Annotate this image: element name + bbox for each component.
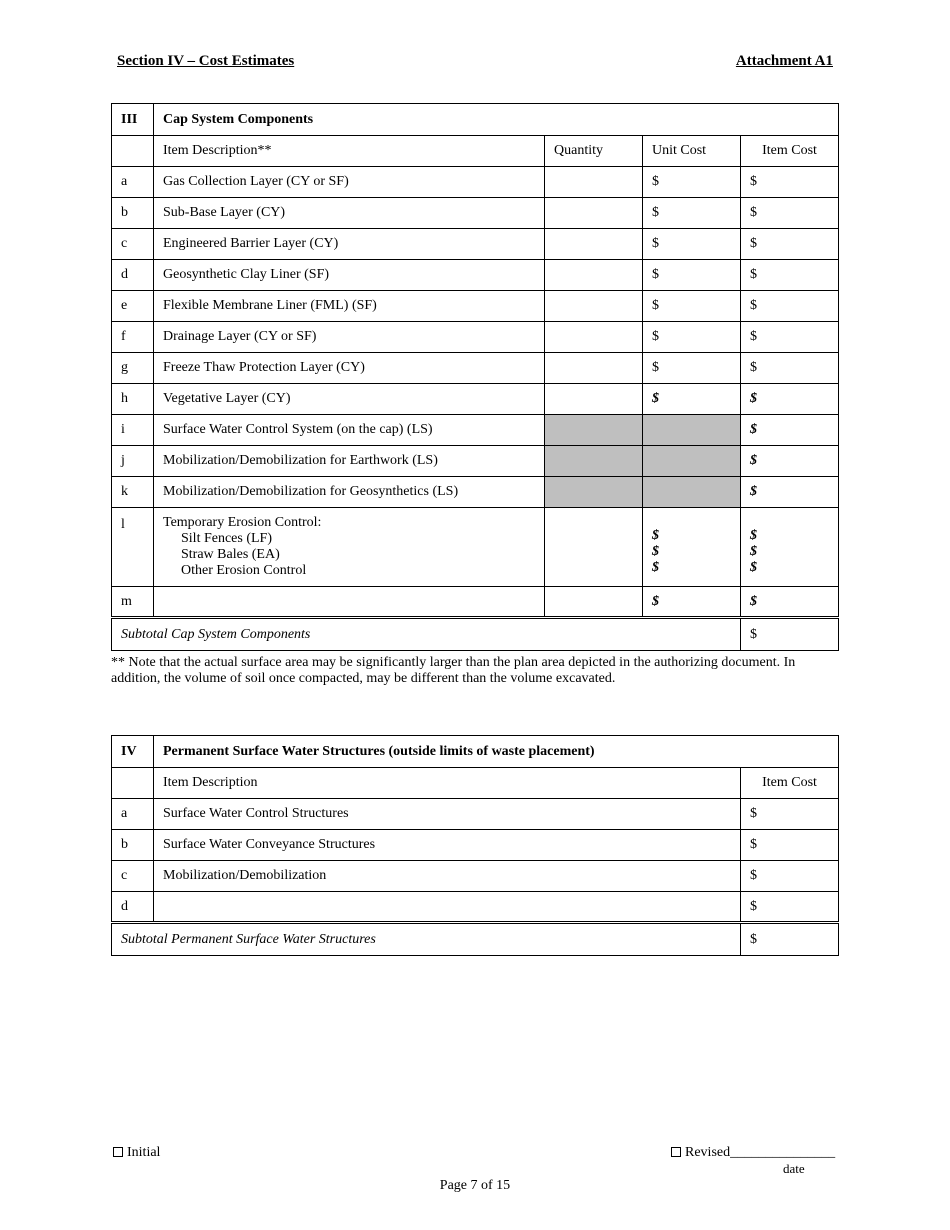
item-cost-value: $ — [750, 360, 757, 375]
row-description-text: Sub-Base Layer (CY) — [163, 205, 286, 220]
item-cost-value: $ — [750, 236, 757, 251]
unit-cost-value: $ — [652, 560, 659, 575]
row-description-text: Freeze Thaw Protection Layer (CY) — [163, 360, 365, 375]
row-letter: k — [112, 477, 154, 508]
quantity-cell[interactable] — [545, 415, 643, 446]
footnote: ** Note that the actual surface area may be significantly larger than the plan area depicted in the authorizing document. In addition, the volume of soil once compacted, may be different than the volume excavated. — [111, 655, 796, 686]
item-cost-value: $ — [750, 267, 757, 282]
subtotal-label: Subtotal Cap System Components — [112, 618, 741, 651]
sub-item: Silt Fences (LF) — [181, 531, 272, 546]
table-row — [112, 892, 839, 923]
unit-cost-cell[interactable] — [643, 587, 741, 618]
unit-cost-value: $ — [652, 593, 659, 609]
checkbox-icon[interactable] — [671, 1147, 681, 1157]
item-cost-value: $ — [750, 544, 757, 559]
letter-header — [112, 768, 154, 799]
row-letter: a — [112, 167, 154, 198]
attachment-heading: Attachment A1 — [735, 53, 833, 69]
row-description — [154, 291, 545, 322]
row-letter: b — [112, 198, 154, 229]
row-description — [154, 415, 545, 446]
item-cost-cell[interactable] — [741, 477, 839, 508]
quantity-cell[interactable] — [545, 508, 643, 587]
unit-cost-value: $ — [652, 329, 659, 344]
row-description — [154, 508, 545, 587]
table-row — [112, 861, 839, 892]
item-cost-cell[interactable] — [741, 415, 839, 446]
row-description — [154, 260, 545, 291]
section-number: IV — [112, 736, 154, 768]
item-cost-cell[interactable] — [741, 198, 839, 229]
unit-cost-cell[interactable] — [643, 446, 741, 477]
table-row — [112, 229, 839, 260]
row-description — [154, 167, 545, 198]
row-letter: e — [112, 291, 154, 322]
row-description-text: Engineered Barrier Layer (CY) — [163, 236, 339, 251]
table-row — [112, 587, 839, 618]
unit-cost-cell[interactable] — [643, 384, 741, 415]
column-header-unit-cost: Unit Cost — [643, 136, 741, 167]
section-title: Cap System Components — [154, 104, 839, 136]
row-description-text: Temporary Erosion Control: — [163, 515, 322, 530]
item-cost-cell[interactable]: $ — [741, 892, 839, 923]
column-header-description: Item Description** — [154, 136, 545, 167]
unit-cost-value: $ — [652, 360, 659, 375]
item-cost-value: $ — [750, 528, 757, 543]
unit-cost-cell[interactable] — [643, 415, 741, 446]
subtotal-value: $ — [741, 618, 839, 651]
quantity-cell[interactable] — [545, 384, 643, 415]
table-row — [112, 353, 839, 384]
unit-cost-value: $ — [652, 236, 659, 251]
cap-system-table — [111, 103, 839, 651]
row-letter: j — [112, 446, 154, 477]
revised-label: Revised_______________ — [685, 1145, 836, 1160]
item-cost-value: $ — [750, 174, 757, 189]
table-row — [112, 260, 839, 291]
row-description-text: Vegetative Layer (CY) — [163, 391, 291, 406]
column-header-item-cost: Item Cost — [741, 136, 839, 167]
initial-checkbox[interactable] — [113, 1145, 160, 1161]
row-description-text: Flexible Membrane Liner (FML) (SF) — [163, 298, 377, 313]
row-description — [154, 353, 545, 384]
row-description — [154, 477, 545, 508]
row-letter: l — [112, 508, 154, 587]
row-letter: a — [112, 799, 154, 830]
unit-cost-cell[interactable] — [643, 229, 741, 260]
item-cost-value: $ — [750, 329, 757, 344]
row-description — [154, 384, 545, 415]
unit-cost-value: $ — [652, 205, 659, 220]
unit-cost-cell[interactable] — [643, 260, 741, 291]
unit-cost-value: $ — [652, 298, 659, 313]
table-row — [112, 477, 839, 508]
unit-cost-cell[interactable] — [643, 322, 741, 353]
row-description — [154, 322, 545, 353]
row-description-text: Geosynthetic Clay Liner (SF) — [163, 267, 330, 282]
row-letter: f — [112, 322, 154, 353]
item-cost-cell[interactable] — [741, 508, 839, 587]
page-number: Page 7 of 15 — [439, 1178, 511, 1193]
section-title: Permanent Surface Water Structures (outside limits of waste placement) — [154, 736, 839, 768]
table-row — [112, 415, 839, 446]
item-cost-cell[interactable] — [741, 353, 839, 384]
unit-cost-cell[interactable] — [643, 477, 741, 508]
revised-checkbox[interactable] — [671, 1145, 835, 1161]
quantity-cell[interactable] — [545, 291, 643, 322]
item-cost-cell[interactable] — [741, 167, 839, 198]
quantity-cell[interactable] — [545, 587, 643, 618]
row-letter: b — [112, 830, 154, 861]
unit-cost-cell[interactable] — [643, 198, 741, 229]
item-cost-value: $ — [750, 391, 757, 406]
row-description: Mobilization/Demobilization — [154, 861, 741, 892]
row-letter: h — [112, 384, 154, 415]
row-letter: m — [112, 587, 154, 618]
item-cost-value: $ — [750, 484, 757, 499]
row-description-text: Surface Water Control System (on the cap) (LS) — [163, 422, 433, 437]
checkbox-icon[interactable] — [113, 1147, 123, 1157]
quantity-cell[interactable] — [545, 446, 643, 477]
unit-cost-value: $ — [652, 391, 659, 406]
surface-water-table — [111, 735, 839, 956]
row-description — [154, 229, 545, 260]
item-cost-cell[interactable] — [741, 291, 839, 322]
unit-cost-cell[interactable] — [643, 353, 741, 384]
row-letter: d — [112, 892, 154, 923]
row-letter: c — [112, 229, 154, 260]
row-description-text: Gas Collection Layer (CY or SF) — [163, 174, 349, 189]
quantity-cell[interactable] — [545, 477, 643, 508]
column-header-description: Item Description — [154, 768, 741, 799]
item-cost-value: $ — [750, 422, 757, 437]
date-label: date — [783, 1161, 805, 1176]
row-description-text: Drainage Layer (CY or SF) — [163, 329, 317, 344]
quantity-cell[interactable] — [545, 322, 643, 353]
unit-cost-cell[interactable] — [643, 167, 741, 198]
table-row — [112, 830, 839, 861]
item-cost-cell[interactable] — [741, 587, 839, 618]
quantity-cell[interactable] — [545, 198, 643, 229]
column-header-item-cost: Item Cost — [741, 768, 839, 799]
table-row — [112, 322, 839, 353]
item-cost-value: $ — [750, 205, 757, 220]
quantity-cell[interactable] — [545, 229, 643, 260]
unit-cost-value: $ — [652, 544, 659, 559]
column-header-quantity: Quantity — [545, 136, 643, 167]
sub-item: Other Erosion Control — [181, 563, 307, 578]
item-cost-cell[interactable] — [741, 322, 839, 353]
table-row — [112, 799, 839, 830]
subtotal-label: Subtotal Permanent Surface Water Structures — [112, 923, 741, 956]
item-cost-cell[interactable] — [741, 384, 839, 415]
item-cost-cell[interactable] — [741, 446, 839, 477]
table-row — [112, 167, 839, 198]
unit-cost-value: $ — [652, 267, 659, 282]
unit-cost-cell[interactable] — [643, 508, 741, 587]
table-row — [112, 446, 839, 477]
row-description: Surface Water Conveyance Structures — [154, 830, 741, 861]
row-letter: c — [112, 861, 154, 892]
item-cost-value: $ — [750, 298, 757, 313]
item-cost-value: $ — [750, 453, 757, 468]
row-description: Surface Water Control Structures — [154, 799, 741, 830]
quantity-cell[interactable] — [545, 353, 643, 384]
item-cost-cell[interactable]: $ — [741, 861, 839, 892]
table-row — [112, 384, 839, 415]
row-letter: g — [112, 353, 154, 384]
section-number: III — [112, 104, 154, 136]
item-cost-cell[interactable]: $ — [741, 799, 839, 830]
table-row — [112, 291, 839, 322]
item-cost-cell[interactable]: $ — [741, 830, 839, 861]
item-cost-value: $ — [750, 560, 757, 575]
row-letter: d — [112, 260, 154, 291]
item-cost-cell[interactable] — [741, 229, 839, 260]
row-description-text: Mobilization/Demobilization for Geosynthetics (LS) — [163, 484, 459, 499]
section-heading: Section IV – Cost Estimates — [117, 53, 295, 69]
item-cost-cell[interactable] — [741, 260, 839, 291]
unit-cost-value: $ — [652, 174, 659, 189]
subtotal-value: $ — [741, 923, 839, 956]
row-description-text: Mobilization/Demobilization for Earthwork (LS) — [163, 453, 438, 468]
row-description — [154, 198, 545, 229]
quantity-cell[interactable] — [545, 260, 643, 291]
item-cost-value: $ — [750, 593, 757, 609]
unit-cost-value: $ — [652, 528, 659, 543]
quantity-cell[interactable] — [545, 167, 643, 198]
table-row — [112, 198, 839, 229]
row-description — [154, 892, 741, 923]
initial-label: Initial — [127, 1145, 161, 1160]
unit-cost-cell[interactable] — [643, 291, 741, 322]
row-description — [154, 587, 545, 618]
table-row — [112, 508, 839, 587]
sub-item: Straw Bales (EA) — [181, 547, 280, 562]
row-letter: i — [112, 415, 154, 446]
row-description — [154, 446, 545, 477]
letter-header — [112, 136, 154, 167]
